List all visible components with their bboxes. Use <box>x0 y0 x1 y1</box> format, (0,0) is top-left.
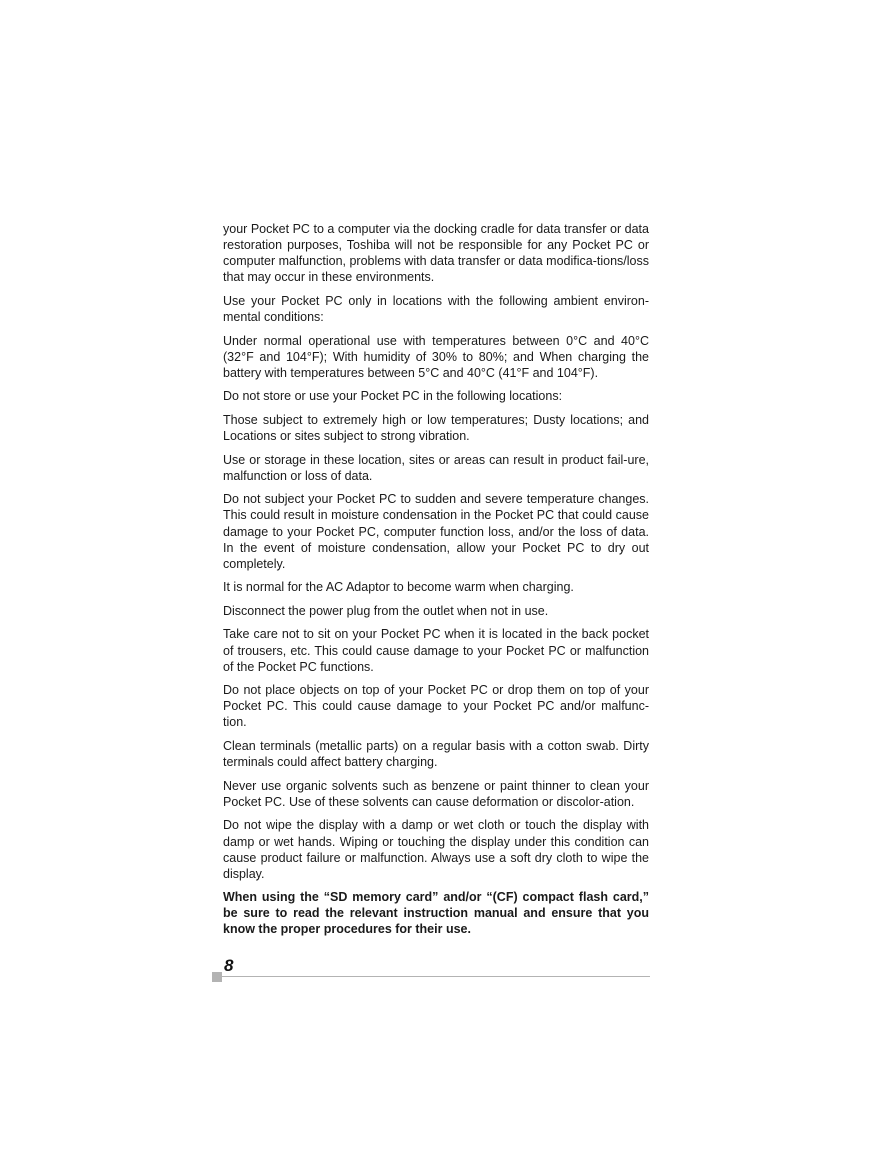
page-number: 8 <box>224 956 234 975</box>
paragraph-temperature-humidity: Under normal operational use with temperatures between 0°C and 40°C (32°F and 104°F); With humidity of 30% to 80%; and When charging the battery with temperatures between 5°C and 40°C (41°F and 104°F). <box>223 333 649 380</box>
paragraph-cradle-disclaimer: your Pocket PC to a computer via the docking cradle for data transfer or data restoration purposes, Toshiba will not be responsible for any Pocket PC or computer malfunction, problems with data transfer or data modifica-tions/loss that may occur in these environments. <box>223 222 649 285</box>
paragraph-display-care: Do not wipe the display with a damp or wet cloth or touch the display with damp or wet hands. Wiping or touching the display under this condition can cause product failure or malfunction. Always use a soft dry cloth to wipe the display. <box>223 818 649 881</box>
paragraph-hazard-locations: Those subject to extremely high or low temperatures; Dusty locations; and Locations or sites subject to strong vibration. <box>223 412 649 444</box>
paragraph-clean-terminals: Clean terminals (metallic parts) on a regular basis with a cotton swab. Dirty terminals could affect battery charging. <box>223 739 649 770</box>
paragraph-disconnect-plug: Disconnect the power plug from the outlet when not in use. <box>223 603 549 618</box>
paragraph-objects-warning: Do not place objects on top of your Pocket PC or drop them on top of your Pocket PC. This could cause damage to your Pocket PC and/or malfunc-tion. <box>223 683 649 730</box>
paragraph-storage-locations: Do not store or use your Pocket PC in the following locations: <box>223 389 563 404</box>
paragraph-condensation: Do not subject your Pocket PC to sudden and severe temperature changes. This could result in moisture condensation in the Pocket PC that could cause damage to your Pocket PC, computer function loss, and/or the loss of data. In the event of moisture condensation, allow your Pocket PC to dry out completely. <box>223 492 649 571</box>
footer-rule <box>222 976 650 977</box>
paragraph-solvents: Never use organic solvents such as benzene or paint thinner to clean your Pocket PC. Use of these solvents can cause deformation or discolor-ation. <box>223 778 649 809</box>
paragraph-adaptor-warm: It is normal for the AC Adaptor to become warm when charging. <box>223 580 574 595</box>
body-text <box>223 221 649 945</box>
paragraph-sit-warning: Take care not to sit on your Pocket PC when it is located in the back pocket of trousers, etc. This could cause damage to your Pocket PC or malfunction of the Pocket PC functions. <box>223 627 649 674</box>
footer-marker <box>212 972 222 982</box>
paragraph-failure-risk: Use or storage in these location, sites or areas can result in product fail-ure, malfunction or loss of data. <box>223 452 649 483</box>
paragraph-ambient-conditions: Use your Pocket PC only in locations with the following ambient environ-mental conditions: <box>223 293 649 324</box>
paragraph-memory-card-note: When using the “SD memory card” and/or “(CF) compact flash card,” be sure to read the relevant instruction manual and ensure that you know the proper procedures for their use. <box>223 890 649 937</box>
